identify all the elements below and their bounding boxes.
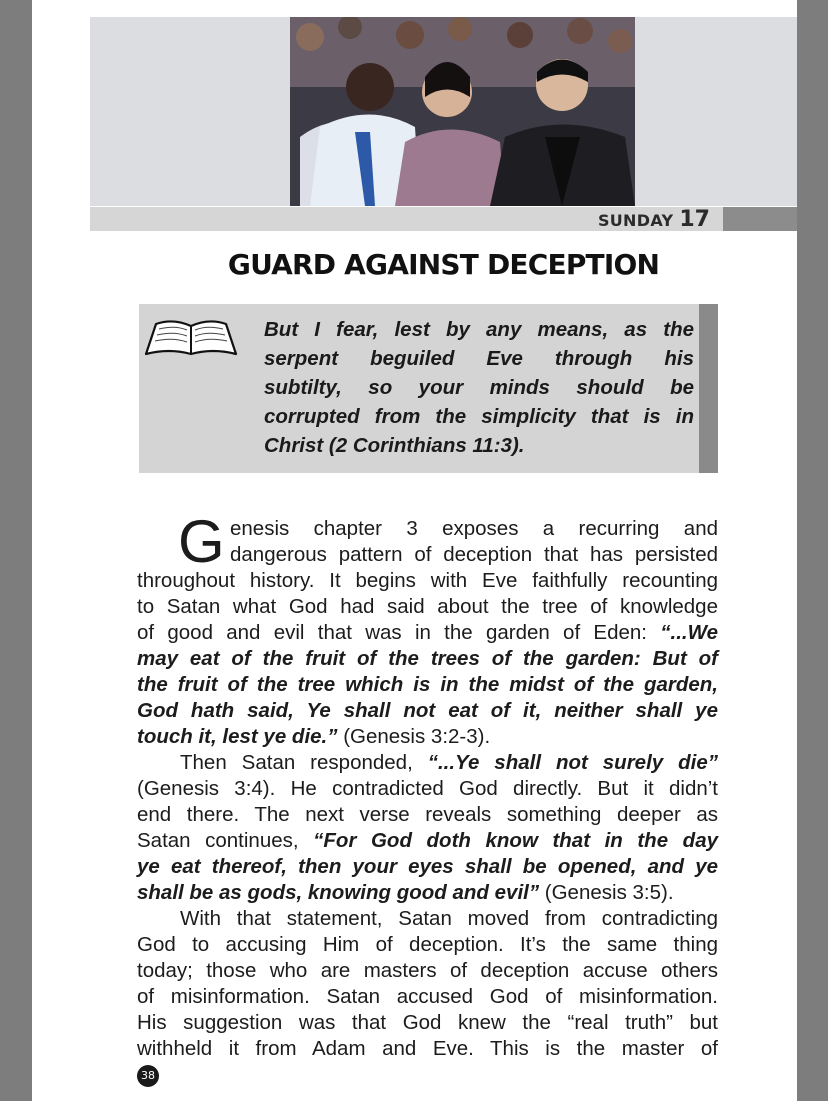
scripture-quote-line: may eat of the fruit of the trees of the garden: But of	[137, 647, 718, 670]
scripture-quote-line: the fruit of the tree which is in the midst of the garden,	[137, 673, 718, 696]
body-line: today; those who are masters of deception accuse others	[137, 959, 718, 982]
verse-line: serpent beguiled Eve through his	[264, 347, 694, 370]
date-bar-accent	[723, 207, 797, 231]
scripture-quote: touch it, lest ye die.”	[137, 725, 338, 748]
scripture-reference: (Genesis 3:2-3).	[337, 725, 491, 748]
open-book-icon	[143, 316, 239, 358]
body-text-span: of good and evil that was in the garden of Eden:	[137, 621, 661, 644]
body-line	[137, 724, 718, 750]
verse-line: Christ (2 Corinthians 11:3).	[264, 434, 525, 457]
body-line: dangerous pattern of deception that has persisted	[230, 543, 718, 566]
body-text-span: Then Satan responded,	[180, 751, 428, 774]
drop-cap: G	[178, 508, 225, 575]
body-line: to Satan what God had said about the tree of knowledge	[137, 595, 718, 618]
scripture-quote: “...Ye shall not surely die”	[427, 751, 718, 774]
day-number: 17	[679, 207, 710, 232]
scripture-quote: “For God doth know that in the day	[313, 829, 718, 852]
page-number-badge: 38	[137, 1065, 159, 1087]
scripture-quote: “...We	[660, 621, 718, 644]
body-line	[137, 828, 718, 854]
body-line	[137, 620, 718, 646]
date-label	[598, 207, 710, 231]
body-text-span: Satan continues,	[137, 829, 314, 852]
body-line: With that statement, Satan moved from contradicting	[180, 907, 718, 930]
verse-line: subtilty, so your minds should be	[264, 376, 694, 399]
body-line: end there. The next verse reveals something deeper as	[137, 803, 718, 826]
congregation-photo	[290, 17, 635, 206]
scripture-quote: shall be as gods, knowing good and evil”	[137, 881, 540, 904]
verse-line: corrupted from the simplicity that is in	[264, 405, 694, 428]
body-line: throughout history. It begins with Eve faithfully recounting	[137, 569, 718, 592]
verse-box-accent	[699, 304, 718, 473]
body-line: (Genesis 3:4). He contradicted God directly. But it didn’t	[137, 777, 718, 800]
day-of-week: SUNDAY	[597, 211, 674, 230]
body-line: withheld it from Adam and Eve. This is the master of	[137, 1037, 718, 1060]
scripture-quote-line: God hath said, Ye shall not eat of it, neither shall ye	[137, 699, 718, 722]
verse-line: But I fear, lest by any means, as the	[264, 318, 694, 341]
body-line: God to accusing Him of deception. It’s the same thing	[137, 933, 718, 956]
scripture-reference: (Genesis 3:5).	[539, 881, 674, 904]
scripture-verse	[264, 315, 694, 460]
body-line	[137, 880, 718, 906]
scripture-quote-line: ye eat thereof, then your eyes shall be opened, and ye	[137, 855, 718, 878]
page-title: GUARD AGAINST DECEPTION	[227, 248, 660, 281]
body-line: enesis chapter 3 exposes a recurring and	[230, 517, 718, 540]
body-line: His suggestion was that God knew the “real truth” but	[137, 1011, 718, 1034]
body-line: of misinformation. Satan accused God of misinformation.	[137, 985, 718, 1008]
body-line	[137, 750, 718, 776]
body-text	[137, 508, 718, 1062]
